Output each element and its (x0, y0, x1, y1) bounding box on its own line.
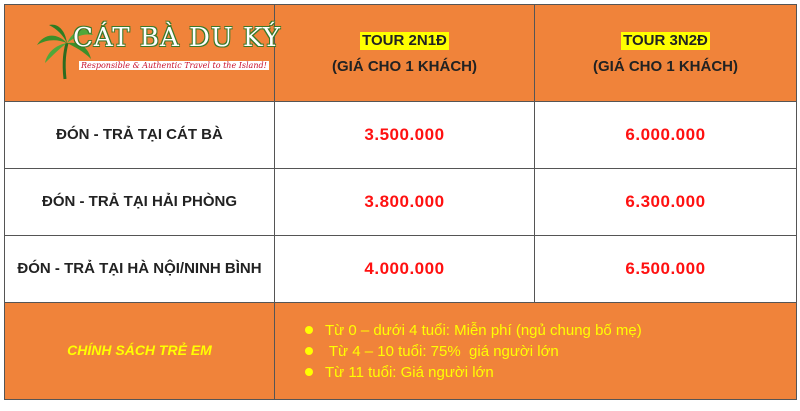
price-cell (275, 236, 535, 303)
tour-2n1d-title: TOUR 2N1Đ (362, 31, 447, 49)
table-row (5, 102, 797, 169)
pickup-location-label: ĐÓN - TRẢ TẠI HÀ NỘI/NINH BÌNH (17, 260, 262, 277)
pickup-location-cell (5, 102, 275, 169)
price-2n1d: 3.500.000 (364, 125, 445, 144)
pickup-location-label: ĐÓN - TRẢ TẠI HẢI PHÒNG (42, 193, 237, 210)
price-3n2d: 6.300.000 (625, 192, 706, 211)
child-policy-list (275, 320, 796, 383)
logo-cell (5, 5, 281, 102)
list-item (305, 320, 796, 341)
policy-item-text: Từ 0 – dưới 4 tuổi: Miễn phí (ngủ chung bố mẹ) (325, 321, 642, 339)
child-policy-label: CHÍNH SÁCH TRẺ EM (67, 342, 212, 358)
tour-2n1d-subtitle: (GIÁ CHO 1 KHÁCH) (332, 57, 477, 75)
price-2n1d: 3.800.000 (364, 192, 445, 211)
policy-details-cell (275, 303, 797, 400)
logo-slogan: Responsible & Authentic Travel to the Island! (81, 61, 267, 70)
table-row (5, 236, 797, 303)
logo-name: CÁT BÀ DU KÝ (73, 23, 281, 53)
price-2n1d: 4.000.000 (364, 259, 445, 278)
logo (35, 17, 295, 89)
pickup-location-label: ĐÓN - TRẢ TẠI CÁT BÀ (56, 126, 223, 143)
bullet-icon (305, 347, 313, 355)
policy-item-text: Từ 11 tuổi: Giá người lớn (325, 363, 494, 381)
bullet-icon (305, 326, 313, 334)
bullet-icon (305, 368, 313, 376)
price-table-container (4, 4, 796, 407)
price-3n2d: 6.500.000 (625, 259, 706, 278)
price-cell (535, 102, 797, 169)
pickup-location-cell (5, 169, 275, 236)
policy-item-text: Từ 4 – 10 tuổi: 75% giá người lớn (325, 342, 559, 360)
header-row (5, 5, 797, 102)
policy-label-cell (5, 303, 275, 400)
tour-price-table (4, 4, 797, 400)
list-item (305, 362, 796, 383)
tour-3n2d-title: TOUR 3N2Đ (623, 31, 708, 49)
tour-3n2d-subtitle: (GIÁ CHO 1 KHÁCH) (593, 57, 738, 75)
price-cell (535, 236, 797, 303)
pickup-location-cell (5, 236, 275, 303)
policy-row (5, 303, 797, 400)
price-cell (275, 169, 535, 236)
price-cell (535, 169, 797, 236)
tour-2n1d-header (275, 5, 535, 102)
table-row (5, 169, 797, 236)
list-item (305, 341, 796, 362)
tour-3n2d-header (535, 5, 797, 102)
price-cell (275, 102, 535, 169)
price-3n2d: 6.000.000 (625, 125, 706, 144)
